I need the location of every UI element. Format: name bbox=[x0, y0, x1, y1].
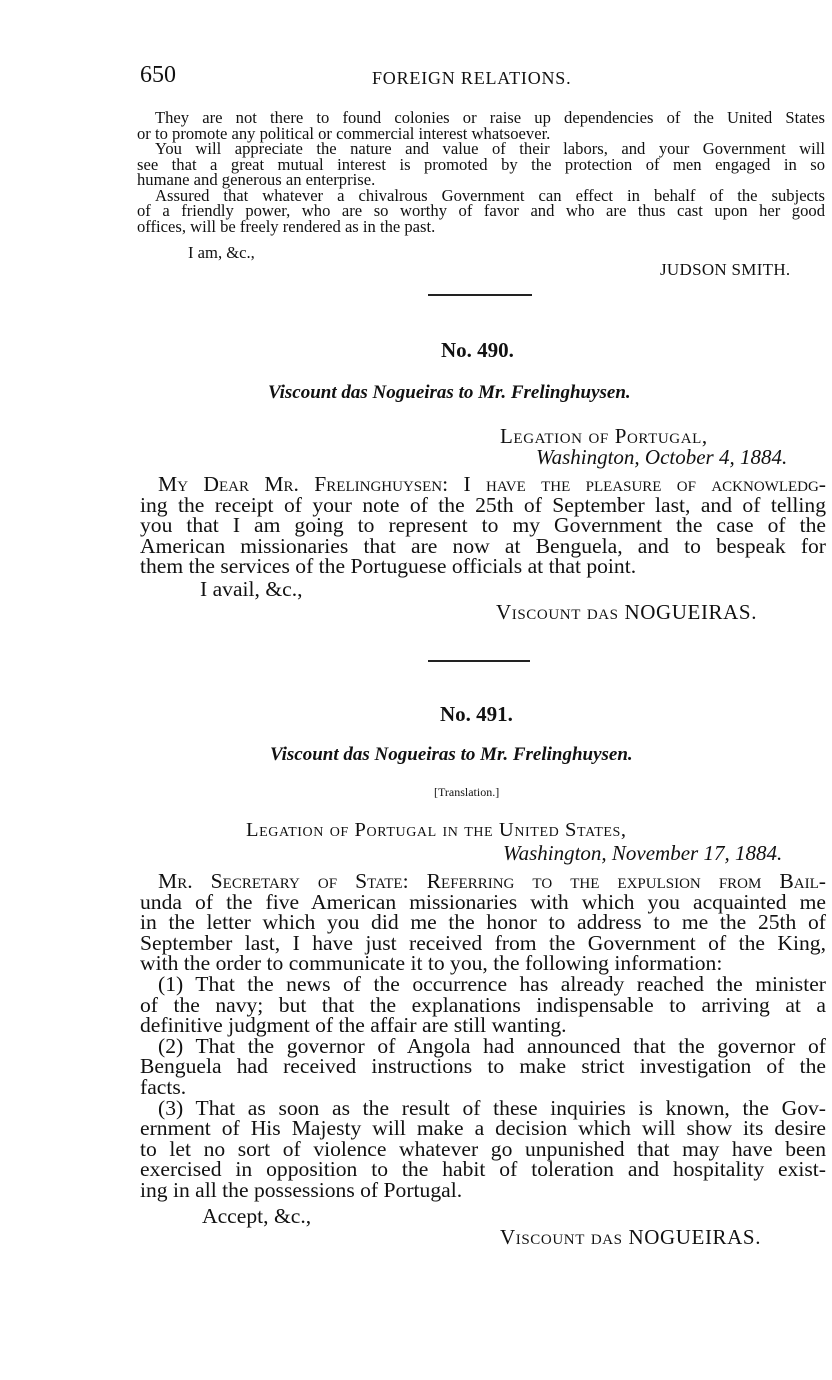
text-line: Benguela had received instructions to make strict investigation of the bbox=[140, 1054, 826, 1079]
text-line: definitive judgment of the affair are still wanting. bbox=[140, 1013, 567, 1038]
text-line: unda of the five American missionaries with which you acquainted me bbox=[140, 889, 826, 914]
translation-note: [Translation.] bbox=[434, 785, 500, 799]
dateline-text: Washington, October 4, 1884. bbox=[536, 445, 788, 469]
text-line: September last, I have just received from the Government of the King, bbox=[140, 930, 826, 955]
text-line: facts. bbox=[140, 1074, 187, 1099]
letter-body bbox=[140, 474, 826, 577]
closing: I avail, &c., bbox=[200, 577, 303, 601]
text-line: of the navy; but that the explanations indispensable to arriving at a bbox=[140, 992, 826, 1017]
text-line: ing the receipt of your note of the 25th of September last, and of telling bbox=[140, 492, 826, 517]
dateline bbox=[503, 841, 782, 866]
text-line: My Dear Mr. Frelinghuysen: I have the pleasure of acknowledg- bbox=[158, 472, 826, 496]
section-divider bbox=[428, 294, 532, 296]
document-number: No. 490. bbox=[441, 338, 514, 362]
document-heading: Viscount das Nogueiras to Mr. Frelinghuysen. bbox=[268, 382, 631, 403]
text-line: with the order to communicate it to you, the following information: bbox=[140, 951, 723, 976]
text-line: or to promote any political or commercial interest whatsoever. bbox=[137, 123, 551, 143]
text-line: American missionaries that are now at Benguela, and to bespeak for bbox=[140, 533, 826, 558]
letter-body bbox=[140, 871, 826, 1201]
text-line: in the letter which you did me the honor to address to me the 25th of bbox=[140, 910, 826, 935]
text-line: You will appreciate the nature and value of their labors, and your Government will bbox=[155, 139, 825, 158]
text-line: exercised in opposition to the habit of toleration and hospitality exist- bbox=[140, 1157, 826, 1182]
top-letter-body bbox=[137, 110, 825, 234]
text-line: (3) That as soon as the result of these inquiries is known, the Gov- bbox=[158, 1095, 826, 1120]
signature: JUDSON SMITH. bbox=[660, 260, 791, 279]
document-number: No. 491. bbox=[440, 702, 513, 726]
text-line: Assured that whatever a chivalrous Government can effect in behalf of the subjects bbox=[155, 185, 825, 205]
text-line: ernment of His Majesty will make a decision which will show its desire bbox=[140, 1116, 826, 1141]
text-line: humane and generous an enterprise. bbox=[137, 170, 376, 189]
text-line: you that I am going to represent to my Government the case of the bbox=[140, 513, 826, 538]
text-line: They are not there to found colonies or raise up dependencies of the United States bbox=[155, 108, 825, 127]
signature: Viscount das NOGUEIRAS. bbox=[500, 1225, 762, 1249]
text-line: Mr. Secretary of State: Referring to the expulsion from Bail- bbox=[158, 869, 826, 893]
text-line: them the services of the Portuguese officials at that point. bbox=[140, 554, 637, 579]
text-line: to let no sort of violence whatever go unpunished that may have been bbox=[140, 1136, 826, 1161]
dateline-text: Washington, November 17, 1884. bbox=[503, 841, 783, 865]
text-line: (2) That the governor of Angola had announced that the governor of bbox=[158, 1033, 826, 1058]
text-line: of a friendly power, who are so worthy of favor and who are thus cast upon her good bbox=[137, 201, 825, 220]
text-line: (1) That the news of the occurrence has already reached the minister bbox=[158, 971, 826, 996]
legation: Legation of Portugal, bbox=[500, 424, 708, 448]
dateline bbox=[536, 445, 787, 470]
page-number: 650 bbox=[140, 62, 176, 88]
running-title: FOREIGN RELATIONS. bbox=[372, 68, 572, 88]
closing: Accept, &c., bbox=[202, 1204, 312, 1228]
text-line: offices, will be freely rendered as in the past. bbox=[137, 216, 436, 236]
text-line: ing in all the possessions of Portugal. bbox=[140, 1177, 463, 1202]
document-heading: Viscount das Nogueiras to Mr. Frelinghuysen. bbox=[270, 744, 633, 765]
section-divider bbox=[428, 660, 530, 662]
signature: Viscount das NOGUEIRAS. bbox=[496, 600, 758, 624]
legation: Legation of Portugal in the United States, bbox=[246, 819, 627, 841]
closing: I am, &c., bbox=[188, 243, 255, 262]
text-line: see that a great mutual interest is promoted by the protection of men engaged in so bbox=[137, 154, 825, 174]
